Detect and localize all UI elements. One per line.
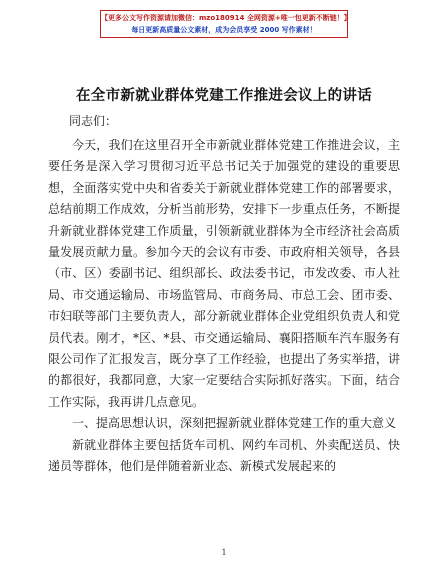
promo-banner [100, 10, 351, 38]
paragraph-opening: 今天，我们在这里召开全市新就业群体党建工作推进会议，主要任务是深入学习贯彻习近平总书记关于加强党的建设的重要思想，全面落实党中央和省委关于新就业群体党建工作的部署要求，总结前期工作成效，分析当前形势，安排下一步重点任务，不断提升新就业群体党建工作质量，引领新就业群体为全市经济社会高质量发展贡献力量。参加今天的会议有市委、市政府相关领导，各县（市、区）委副书记、组织部长、政法委书记，市发改委、市人社局、市交通运输局、市场监管局、市商务局、市总工会、团市委、市妇联等部门主要负责人，部分新就业群体企业党组织负责人和党员代表。刚才，*区、*县、市交通运输局、襄阳搭顺车汽车服务有限公司作了汇报发言，既分享了工作经验，也提出了务实举措，讲的都很好，我都同意，大家一定要结合实际抓好落实。下面，结合工作实际，我再讲几点意见。 [48, 138, 400, 409]
promo-line-red: 【更多公文写作资源请加微信：mzo180914 全网资源+唯一包更新不断链！】 [101, 14, 351, 22]
document-title: 在全市新就业群体党建工作推进会议上的讲话 [76, 88, 372, 104]
document-body [48, 135, 400, 478]
salutation: 同志们： [69, 114, 118, 128]
paragraph-section-1: 新就业群体主要包括货车司机、网约车司机、外卖配送员、快递员等群体，他们是伴随着新业态、新模式发展起来的 [48, 437, 400, 474]
page-number: 1 [221, 548, 227, 557]
section-heading-1: 一、提高思想认识，深刻把握新就业群体党建工作的重大意义 [72, 416, 397, 431]
promo-line-blue: 每日更新高质量公文素材，成为会员享受 2000 写作素材！ [131, 26, 317, 34]
